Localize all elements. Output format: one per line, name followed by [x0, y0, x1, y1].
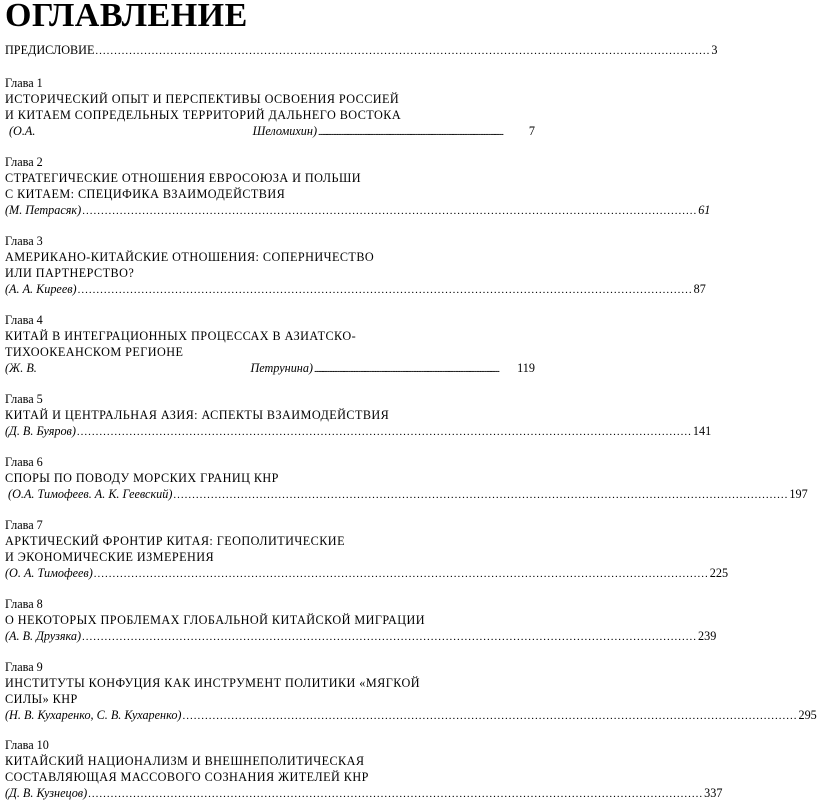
- dot-leader: ....................................................................................................................................................................: [182, 710, 798, 722]
- chapter-author-line: [5, 785, 723, 802]
- author-surname: Петрунина): [250, 361, 313, 375]
- chapter-label: Глава 9: [5, 660, 43, 674]
- chapter-author-line: [5, 707, 817, 724]
- chapter-title-line: АМЕРИКАНО-КИТАЙСКИЕ ОТНОШЕНИЯ: СОПЕРНИЧЕСТВО: [5, 250, 375, 264]
- chapter-title-line: ИЛИ ПАРТНЕРСТВО?: [5, 266, 135, 280]
- chapter-author: (Н. В. Кухаренко, С. В. Кухаренко): [5, 708, 182, 722]
- chapter-label: Глава 4: [5, 313, 43, 327]
- page-number: 3: [711, 43, 718, 57]
- dot-leader: ....................................................................................................................................................................: [77, 284, 693, 296]
- chapter-author: (О. А. Тимофеев): [5, 566, 93, 580]
- chapter-author: (А. В. Друзяка): [5, 629, 82, 643]
- page-number: 119: [517, 361, 535, 375]
- toc-entry-preface: [5, 42, 718, 59]
- chapter-title-line: АРКТИЧЕСКИЙ ФРОНТИР КИТАЯ: ГЕОПОЛИТИЧЕСКИЕ: [5, 534, 345, 548]
- page-number: 141: [692, 424, 712, 438]
- toc-entry-chapter-1: [5, 75, 535, 140]
- chapter-label: Глава 2: [5, 155, 43, 169]
- dot-leader: ................................................................................................................................................................................: [318, 127, 503, 137]
- chapter-label: Глава 10: [5, 738, 49, 752]
- dot-leader: ................................................................................................................................................................................: [314, 364, 499, 374]
- author-initials: (Ж. В.: [5, 361, 37, 375]
- chapter-label: Глава 6: [5, 455, 43, 469]
- page-number: 197: [789, 487, 808, 501]
- page-number: 337: [704, 786, 723, 800]
- chapter-author-line: [5, 360, 535, 377]
- chapter-label: Глава 3: [5, 234, 43, 248]
- chapter-title-line: С КИТАЕМ: СПЕЦИФИКА ВЗАИМОДЕЙСТВИЯ: [5, 187, 286, 201]
- chapter-title-line: СОСТАВЛЯЮЩАЯ МАССОВОГО СОЗНАНИЯ ЖИТЕЛЕЙ КНР: [5, 770, 369, 784]
- toc-entry-line: [5, 42, 718, 59]
- chapter-author: (Д. В. Кузнецов): [5, 786, 88, 800]
- chapter-title-line: СПОРЫ ПО ПОВОДУ МОРСКИХ ГРАНИЦ КНР: [5, 471, 279, 485]
- chapter-title-line: И ЭКОНОМИЧЕСКИЕ ИЗМЕРЕНИЯ: [5, 550, 215, 564]
- chapter-author-line: [5, 565, 729, 582]
- page-number: 225: [709, 566, 729, 580]
- chapter-label: Глава 1: [5, 76, 43, 90]
- chapter-title-line: И КИТАЕМ СОПРЕДЕЛЬНЫХ ТЕРРИТОРИЙ ДАЛЬНЕГО ВОСТОКА: [5, 108, 402, 122]
- chapter-author-line: [5, 423, 712, 440]
- toc-entry-chapter-8: [5, 596, 717, 645]
- toc-entry-chapter-7: [5, 517, 729, 582]
- chapter-author: [5, 360, 313, 376]
- chapter-author-line: [5, 628, 717, 645]
- chapter-title-line: ИСТОРИЧЕСКИЙ ОПЫТ И ПЕРСПЕКТИВЫ ОСВОЕНИЯ РОССИЕЙ: [5, 92, 400, 106]
- dot-leader: ....................................................................................................................................................................: [173, 489, 789, 501]
- chapter-author-line: [5, 123, 535, 140]
- toc-entry-chapter-5: [5, 391, 712, 440]
- chapter-author: (М. Петрасяк): [5, 203, 82, 217]
- chapter-author: [5, 123, 317, 139]
- chapter-title-line: СИЛЫ» КНР: [5, 692, 78, 706]
- chapter-title-line: КИТАЙСКИЙ НАЦИОНАЛИЗМ И ВНЕШНЕПОЛИТИЧЕСКАЯ: [5, 754, 365, 768]
- toc-entry-chapter-9: [5, 659, 817, 724]
- chapter-author: (Д. В. Буяров): [5, 424, 76, 438]
- chapter-author-line: [5, 486, 808, 503]
- dot-leader: ....................................................................................................................................................................: [76, 426, 692, 438]
- dot-leader: ....................................................................................................................................................................: [93, 568, 709, 580]
- author-surname: Шеломихин): [252, 124, 317, 138]
- chapter-title-line: КИТАЙ В ИНТЕГРАЦИОННЫХ ПРОЦЕССАХ В АЗИАТСКО-: [5, 329, 357, 343]
- chapter-label: Глава 7: [5, 518, 43, 532]
- chapter-label: Глава 5: [5, 392, 43, 406]
- page-number: 295: [798, 708, 817, 722]
- page-number: 87: [693, 282, 706, 296]
- toc-entry-chapter-3: [5, 233, 706, 298]
- chapter-author: (О.А. Тимофеев. А. К. Геевский): [5, 487, 173, 501]
- chapter-author-line: [5, 281, 706, 298]
- chapter-author: (А. А. Киреев): [5, 282, 77, 296]
- toc-heading: ОГЛАВЛЕНИЕ: [5, 0, 248, 34]
- dot-leader: ....................................................................................................................................................................: [82, 631, 698, 643]
- dot-leader: ....................................................................................................................................................................: [82, 205, 698, 217]
- page-number: 239: [698, 629, 717, 643]
- chapter-label: Глава 8: [5, 597, 43, 611]
- dot-leader: ....................................................................................................................................................................: [95, 45, 711, 57]
- preface-title: ПРЕДИСЛОВИЕ: [5, 43, 95, 57]
- chapter-title-line: ИНСТИТУТЫ КОНФУЦИЯ КАК ИНСТРУМЕНТ ПОЛИТИКИ «МЯГКОЙ: [5, 676, 420, 690]
- chapter-title-line: ТИХООКЕАНСКОМ РЕГИОНЕ: [5, 345, 184, 359]
- page-number: 7: [528, 124, 535, 138]
- toc-entry-chapter-4: [5, 312, 535, 377]
- chapter-title-line: КИТАЙ И ЦЕНТРАЛЬНАЯ АЗИЯ: АСПЕКТЫ ВЗАИМОДЕЙСТВИЯ: [5, 408, 390, 422]
- toc-entry-chapter-6: [5, 454, 808, 503]
- toc-entry-chapter-10: [5, 737, 723, 802]
- toc-entry-chapter-2: [5, 154, 711, 219]
- author-initials: (О.А.: [9, 124, 36, 138]
- dot-leader: ....................................................................................................................................................................: [88, 788, 704, 800]
- chapter-title-line: О НЕКОТОРЫХ ПРОБЛЕМАХ ГЛОБАЛЬНОЙ КИТАЙСКОЙ МИГРАЦИИ: [5, 613, 426, 627]
- page-number: 61: [698, 203, 711, 217]
- chapter-title-line: СТРАТЕГИЧЕСКИЕ ОТНОШЕНИЯ ЕВРОСОЮЗА И ПОЛЬШИ: [5, 171, 361, 185]
- chapter-author-line: [5, 202, 711, 219]
